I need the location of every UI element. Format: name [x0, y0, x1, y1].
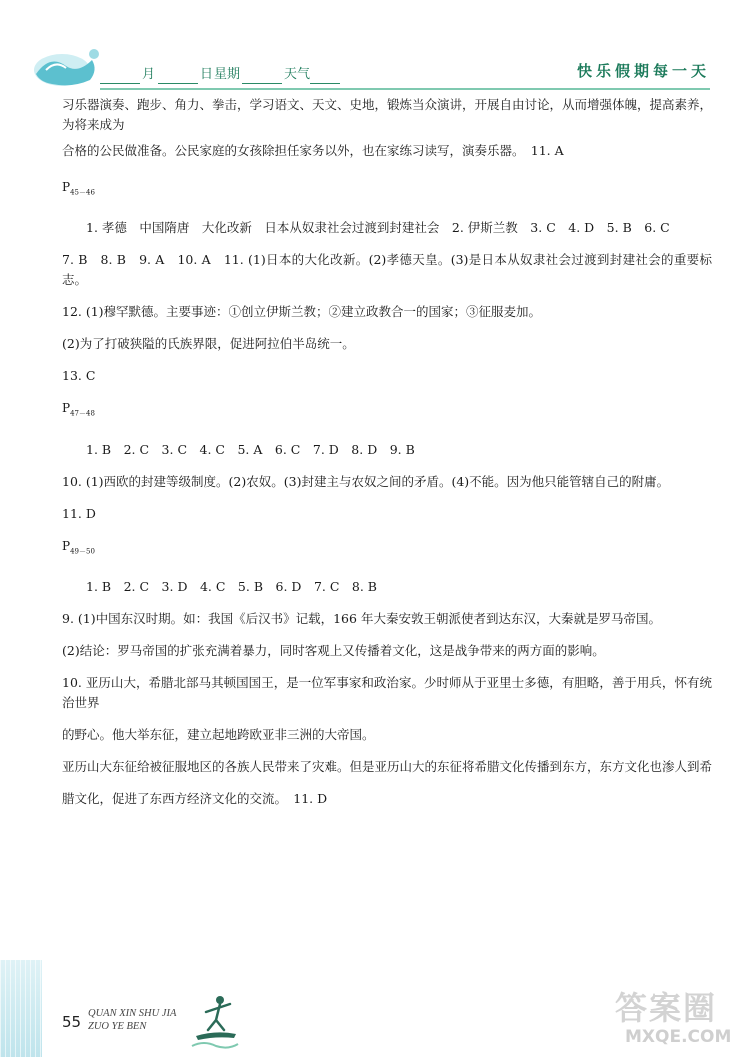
page-reference: $P_{47-48}$ — [62, 401, 95, 418]
text-line: 11. D — [62, 505, 96, 521]
series-name — [88, 1007, 176, 1033]
surfer-icon — [190, 990, 240, 1050]
text-line: 习乐器演奏、跑步、角力、拳击，学习语文、天文、史地，锻炼当众演讲，开展自由讨论，从而增强体魄，提高素养，为将来成为 — [62, 97, 713, 132]
weekday-label: 星期 — [214, 67, 241, 82]
page-reference: $P_{49-50}$ — [62, 538, 95, 556]
header-divider — [100, 88, 710, 90]
series-line: QUAN XIN SHU JIA — [88, 1008, 177, 1019]
text-line: 亚历山大东征给被征服地区的各族人民带来了灾难。但是亚历山大的东征将希腊文化传播到东方，东方文化也渗人到希 — [62, 759, 713, 775]
text-line: 的野心。他大举东征，建立起地跨欧亚非三洲的大帝国。 — [62, 727, 375, 743]
text-line: 1. B 2. C 3. D 4. C 5. B 6. D 7. C 8. B — [86, 579, 377, 595]
page-number: 55 — [62, 1013, 82, 1031]
text-line: (2)结论：罗马帝国的扩张充满着暴力，同时客观上又传播着文化，这是战争带来的两方面的影响。 — [62, 643, 605, 659]
page-reference: $P_{45-46}$ — [62, 180, 95, 197]
watermark — [615, 975, 745, 1055]
side-decoration — [0, 960, 42, 1057]
text-line: 10. (1)西欧的封建等级制度。(2)农奴。(3)封建主与农奴之间的矛盾。(4)不能。因为他只能管辖自己的附庸。 — [62, 473, 670, 489]
text-line: 1. 孝德 中国隋唐 大化改新 日本从奴隶社会过渡到封建社会 2. 伊斯兰教 3. C 4. D 5. B 6. C — [86, 220, 670, 236]
page-header — [0, 0, 750, 100]
watermark-url: MXQE.COM — [625, 1027, 732, 1047]
text-line: 7. B 8. B 9. A 10. A 11. (1)日本的大化改新。(2)孝德天皇。(3)是日本从奴隶社会过渡到封建社会的重要标志。 — [62, 252, 712, 288]
text-line: 9. (1)中国东汉时期。如：我国《后汉书》记载，166 年大秦安敦王朝派使者到达东汉，大秦就是罗马帝国。 — [62, 611, 661, 627]
date-fields — [100, 62, 340, 86]
series-line: ZUO YE BEN — [88, 1021, 147, 1032]
text-line: 13. C — [62, 368, 96, 384]
brand-title: 快乐假期每一天 — [576, 62, 710, 80]
day-label: 日 — [200, 67, 214, 82]
text-line: 1. B 2. C 3. C 4. C 5. A 6. C 7. D 8. D 9. B — [86, 441, 415, 457]
watermark-logo: 答案圈 — [615, 989, 718, 1027]
text-line: (2)为了打破狭隘的氏族界限，促进阿拉伯半岛统一。 — [62, 336, 355, 352]
text-line: 腊文化，促进了东西方经济文化的交流。 11. D — [62, 791, 328, 807]
answer-content — [62, 95, 712, 809]
weather-label: 天气 — [284, 67, 311, 82]
month-label: 月 — [142, 67, 156, 82]
text-line: 10. 亚历山大，希腊北部马其顿国国王，是一位军事家和政治家。少时师从于亚里士多德，有胆略，善于用兵，怀有统治世界 — [62, 675, 712, 711]
text-line: 12. (1)穆罕默德。主要事迹：①创立伊斯兰教；②建立政教合一的国家；③征服麦加。 — [62, 304, 542, 320]
text-line: 合格的公民做准备。公民家庭的女孩除担任家务以外，也在家练习读写，演奏乐器。 11. A — [62, 143, 564, 158]
